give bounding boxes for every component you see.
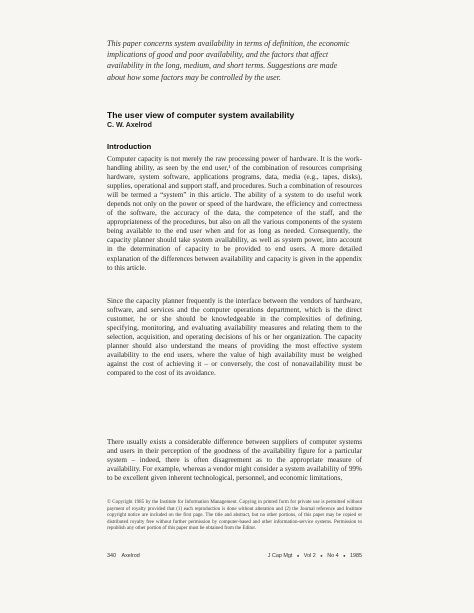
body-paragraph: There usually exists a considerable difference between suppliers of computer systems and users in their perception of the goodness of the availability figure for a particular system – indeed, there is often disagreement as to the appropriate measure of availability. For example, whereas a vendor might consider a system availability of 99% to be excellent given inherent technological, personnel, and economic limitations,: [107, 438, 362, 483]
copyright-footnote: © Copyright 1985 by the Institute for Information Management. Copying in printed form for private use is permitted without payment of royalty provided that (1) each reproduction is done without alteration and (2) the Journal reference and Institute copyright notice are included on the first page. The title and abstract, but no other portions, of this paper may be copied or distributed royalty free without further permission by computer-based and other information-service systems. Permission to republish any other portion of this paper must be obtained from the Editor.: [107, 500, 362, 532]
footer-journal-info: [265, 553, 362, 559]
footer-page-info: [107, 553, 140, 559]
journal-name: J Cap Mgt: [267, 553, 293, 559]
journal-volume: Vol 2: [303, 553, 316, 559]
bullet-separator: ●: [320, 553, 323, 559]
bullet-separator: ●: [296, 553, 300, 559]
body-paragraph: Since the capacity planner frequently is the interface between the vendors of hardware, software, and services and the computer operations department, which is the direct customer, he or she should be knowledgeable in the complexities of defining, specifying, monitoring, and evaluating availability measures and relating them to the selection, acquisition, and operating decisions of his or her organization. The capacity planner should also understand the means of providing the most effective system availability to the end users, where the value of high availability must be weighed against the cost of achieving it – or conversely, the cost of nonavailability must be compared to the cost of its avoidance.: [107, 297, 362, 378]
footer-author: Axelrod: [121, 553, 140, 559]
body-paragraph: Computer capacity is not merely the raw processing power of hardware. It is the work-handling ability, as seen by the end user,¹ of the combination of resources comprising hardware, system software, applications programs, data, media (e.g., tapes, disks), supplies, operational and support staff, and procedures. Such a combination of resources will be termed a “system” in this article. The ability of a system to do useful work depends not only on the power or speed of the hardware, the efficiency and correctness of the software, the accuracy of the data, the competence of the staff, and the appropriateness of the procedures, but also on all the various components of the system being available to the end user when and for as long as needed. Consequently, the capacity planner should take system availability, as well as system power, into account in the determination of capacity to be provided to end users. A more detailed explanation of the differences between availability and capacity is given in the appendix to this article.: [107, 155, 362, 272]
section-heading-introduction: Introduction: [107, 142, 152, 151]
journal-year: 1985: [350, 553, 362, 559]
article-author: C. W. Axelrod: [107, 122, 152, 129]
article-title: The user view of computer system availability: [107, 110, 295, 120]
page-number: 340: [107, 553, 116, 559]
page-footer: [107, 553, 362, 563]
journal-number: No 4: [327, 553, 339, 559]
abstract: This paper concerns system availability in terms of definition, the economic implications of good and poor availability, and the factors that affect availability in the long, medium, and short terms. Suggestions are made about how some factors may be controlled by the user.: [107, 39, 350, 82]
bullet-separator: ●: [343, 553, 346, 559]
